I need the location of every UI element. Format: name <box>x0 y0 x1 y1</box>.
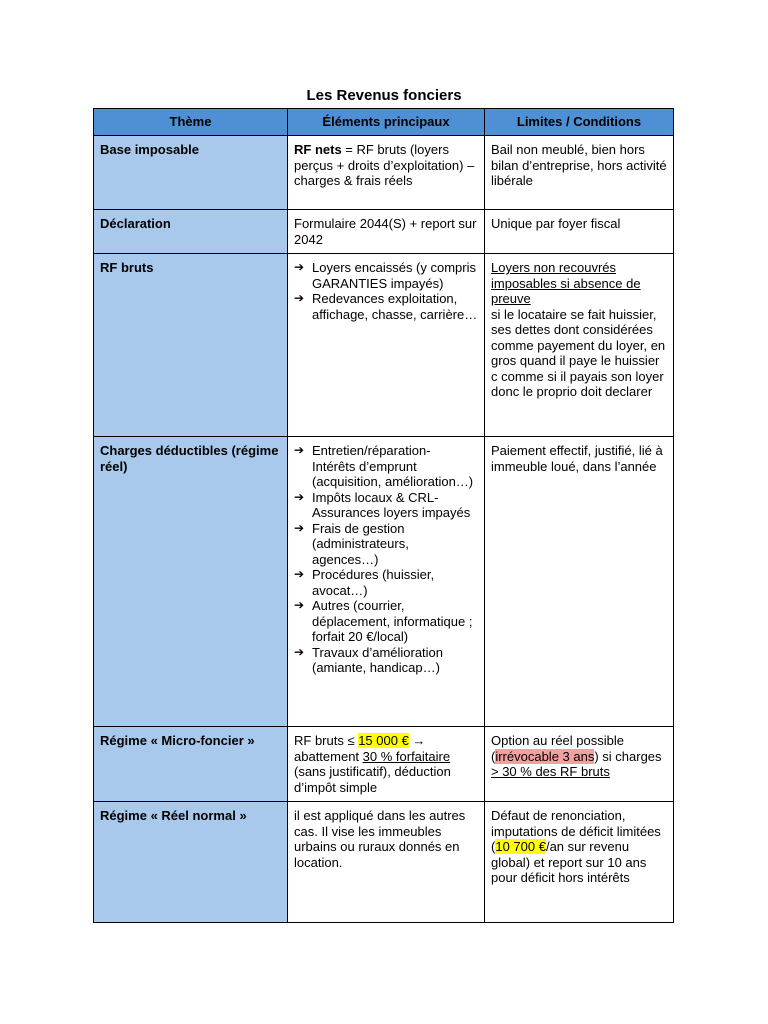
bullet-list <box>294 443 478 676</box>
table-row <box>94 727 674 802</box>
limites-mid: ) si charges <box>594 748 662 764</box>
elements-cell <box>288 136 485 210</box>
bullet-item <box>294 291 478 322</box>
header-elements: Éléments principaux <box>288 109 485 136</box>
bullet-line: Frais de gestion (administrateurs, agences…) <box>312 520 409 567</box>
bullet-line: Entretien/réparation- <box>312 443 431 458</box>
theme-cell: Régime « Réel normal » <box>94 802 288 923</box>
bullet-line: Procédures (huissier, avocat…) <box>312 567 435 598</box>
elements-post: (sans justificatif), déduction d’impôt simple <box>294 764 451 795</box>
theme-cell: Charges déductibles (régime réel) <box>94 437 288 727</box>
theme-cell: Déclaration <box>94 210 288 254</box>
limites-pre: Option au réel possible ( <box>491 733 624 764</box>
revenus-fonciers-table <box>93 108 674 923</box>
limites-cell <box>485 254 674 437</box>
bullet-line: Travaux d’amélioration (amiante, handicap…) <box>312 644 444 675</box>
elements-mid: → abattement <box>294 733 426 764</box>
irrevocable-highlight: irrévocable 3 ans <box>495 748 595 764</box>
elements-cell <box>288 437 485 727</box>
bullet-list <box>294 260 478 322</box>
page-title: Les Revenus fonciers <box>306 87 462 104</box>
limites-post: /an sur revenu global) et report sur 10 ans pour déficit hors intérêts <box>491 839 647 885</box>
elements-cell <box>288 727 485 802</box>
bullet-line: Loyers encaissés (y compris GARANTIES impayés) <box>312 260 476 291</box>
limites-cell <box>485 727 674 802</box>
table-row <box>94 254 674 437</box>
amount-highlight: 15 000 € <box>358 733 409 748</box>
elements-cell <box>288 254 485 437</box>
limites-text: si le locataire se fait huissier, ses dettes dont considérées comme payement du loyer, en gros quand il paye le huissier c comme si il payais son loyer donc le proprio doit declarer <box>491 306 666 399</box>
header-theme: Thème <box>94 109 288 136</box>
theme-cell: Base imposable <box>94 136 288 210</box>
table-row <box>94 136 674 210</box>
elements-underlined: 30 % forfaitaire <box>362 748 451 764</box>
bullet-item <box>294 521 478 568</box>
table-header-row <box>94 109 674 136</box>
limites-cell: Unique par foyer fiscal <box>485 210 674 254</box>
table-row <box>94 437 674 727</box>
limites-cell: Paiement effectif, justifié, lié à immeuble loué, dans l’année <box>485 437 674 727</box>
limites-underlined: > 30 % des RF bruts <box>491 764 610 779</box>
bullet-item <box>294 598 478 645</box>
bullet-line: Intérêts d’emprunt (acquisition, amélioration…) <box>312 458 474 489</box>
elements-bold: RF nets <box>294 142 342 157</box>
bullet-line: Autres (courrier, déplacement, informatique ; forfait 20 €/local) <box>312 598 473 644</box>
limites-underlined: Loyers non recouvrés imposables si absence de preuve <box>491 260 641 306</box>
bullet-line: Assurances loyers impayés <box>312 505 471 520</box>
table-row <box>94 802 674 923</box>
bullet-line: Impôts locaux & CRL- <box>312 489 439 505</box>
elements-text: = RF bruts (loyers perçus + droits d’exploitation) – charges & frais réels <box>294 142 475 188</box>
amount-highlight: 10 700 € <box>495 839 546 854</box>
header-limites: Limites / Conditions <box>485 109 674 136</box>
limites-cell <box>485 802 674 923</box>
elements-cell: Formulaire 2044(S) + report sur 2042 <box>288 210 485 254</box>
elements-cell: il est appliqué dans les autres cas. Il vise les immeubles urbains ou ruraux donnés en location. <box>288 802 485 923</box>
limites-cell: Bail non meublé, bien hors bilan d’entreprise, hors activité libérale <box>485 136 674 210</box>
bullet-item <box>294 645 478 676</box>
bullet-line: Redevances exploitation, affichage, chasse, carrière… <box>312 291 478 322</box>
theme-cell: Régime « Micro-foncier » <box>94 727 288 802</box>
bullet-item <box>294 567 478 598</box>
bullet-item <box>294 443 478 490</box>
limites-pre: Défaut de renonciation, imputations de déficit limitées ( <box>491 808 661 854</box>
theme-cell: RF bruts <box>94 254 288 437</box>
bullet-item <box>294 490 478 521</box>
bullet-item <box>294 260 478 291</box>
elements-pre: RF bruts ≤ <box>294 733 359 748</box>
table-row <box>94 210 674 254</box>
